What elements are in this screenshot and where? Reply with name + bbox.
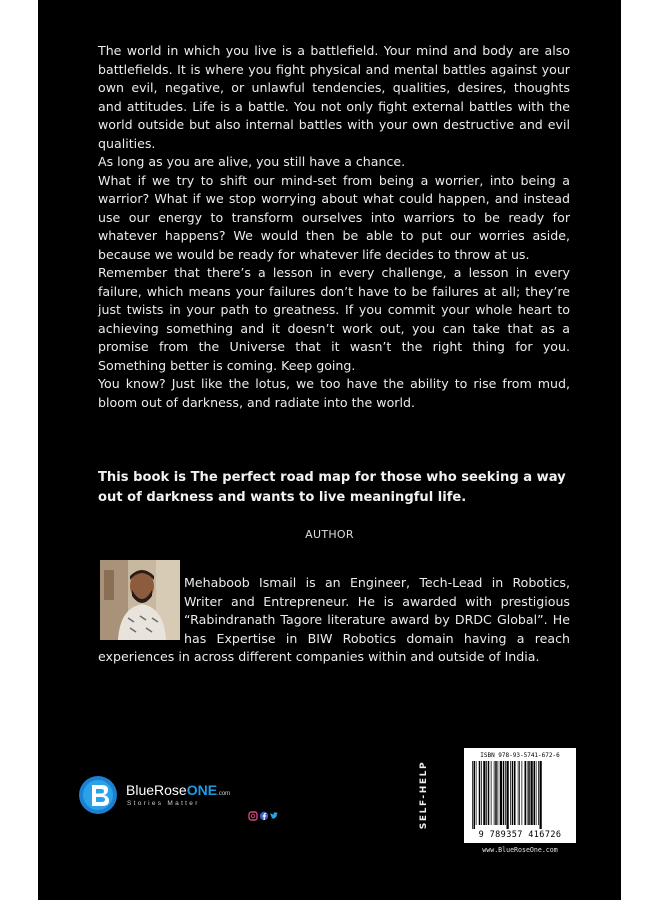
instagram-icon bbox=[249, 812, 257, 820]
blurb-paragraph: You know? Just like the lotus, we too have the ability to rise from mud, bloom out of darkness, and radiate into the world. bbox=[98, 376, 570, 410]
social-icons bbox=[248, 811, 280, 821]
author-bio: Mehaboob Ismail is an Engineer, Tech-Lead in Robotics, Writer and Entrepreneur. He is awarded with prestigious “Rabindranath Tagore literature award by DRDC Global”. He has Expertise in BIW Robotics domain having a reach experiences in across different companies within and outside of India. bbox=[98, 575, 570, 664]
publisher-name-accent: ONE bbox=[186, 782, 218, 798]
publisher-website: www.BlueRoseOne.com bbox=[482, 846, 558, 854]
publisher-name-main: BlueRose bbox=[126, 782, 187, 798]
isbn-label: ISBN 978-93-5741-672-6 bbox=[480, 752, 560, 759]
isbn-digits: 9 789357 416726 bbox=[478, 830, 562, 840]
blurb-text bbox=[98, 42, 570, 412]
publisher-name-suffix: .com bbox=[217, 791, 231, 797]
isbn-barcode bbox=[464, 748, 576, 843]
publisher-slogan: Stories Matter bbox=[127, 800, 200, 807]
genre-label bbox=[416, 748, 432, 848]
blurb-paragraph: As long as you are alive, you still have a chance. bbox=[98, 154, 406, 169]
genre-text: SELF-HELP bbox=[419, 760, 429, 830]
publisher-name bbox=[126, 782, 230, 798]
back-cover bbox=[38, 0, 621, 900]
blurb-paragraph: The world in which you live is a battlefield. Your mind and body are also battlefields. It is where you fight physical and mental battles against your own evil, negative, or unlawful tendencies, qualities, desires, thoughts and attitudes. Life is a battle. You not only fight external battles with the world outside but also internal battles with your own destructive and evil qualities. bbox=[98, 43, 570, 151]
bluerose-logo-icon bbox=[78, 775, 118, 815]
twitter-icon bbox=[270, 812, 278, 818]
publisher-logo-block bbox=[78, 775, 278, 825]
blurb-paragraph: What if we try to shift our mind-set from being a worrier, into being a warrior? What if we stop worrying about what could happen, and instead use our energy to transform ourselves into warriors to be ready for whatever happens? We would then be able to put our worries aside, because we would be ready for whatever life decides to throw at us. bbox=[98, 172, 570, 262]
author-heading: AUTHOR bbox=[305, 528, 354, 541]
book-tagline: This book is The perfect road map for those who seeking a way out of darkness and wants to live meaningful life. bbox=[98, 470, 566, 505]
barcode-icon bbox=[470, 761, 570, 829]
blurb-paragraph: Remember that there’s a lesson in every challenge, a lesson in every failure, which means your failures don’t have to be failures at all; they’re just twists in your path to greatness. If you commit your whole heart to achieving something and it doesn’t work out, you can take that as a promise from the Universe that it wasn’t the right thing for you. Something better is coming. Keep going. bbox=[98, 265, 570, 373]
